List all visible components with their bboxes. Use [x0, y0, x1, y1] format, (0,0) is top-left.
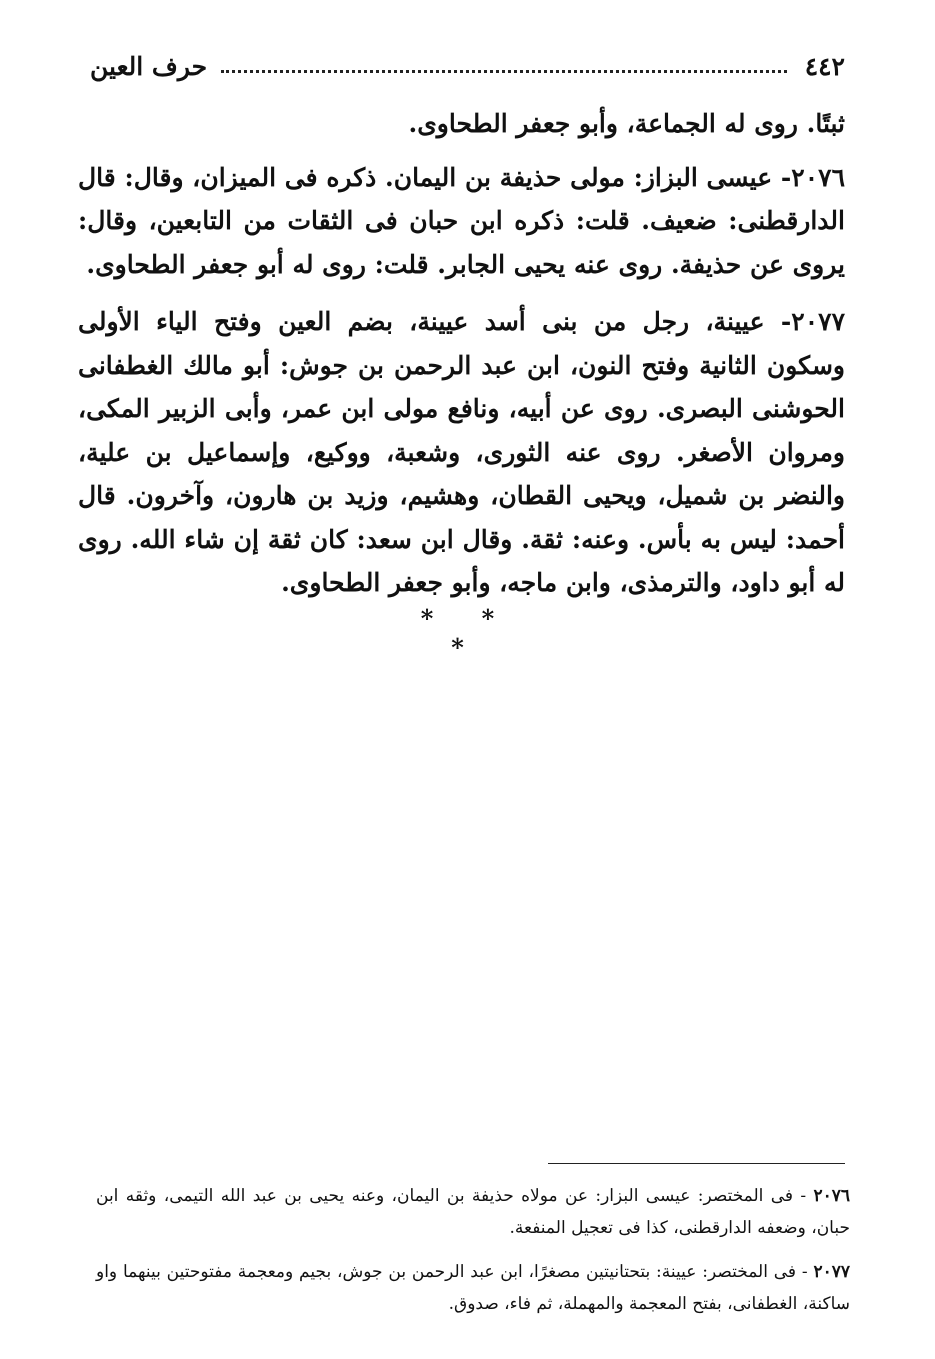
running-header — [90, 44, 845, 88]
footnote-2077 — [96, 1256, 850, 1320]
footnote-text: - فى المختصر: عيينة: بتحتانيتين مصغرًا، ابن عبد الرحمن بن جوش، بجيم ومعجمة مفتوحتين بينهما واو ساكنة، الغطفانى، بفتح المعجمة والمهملة، ثم فاء، صدوق. — [96, 1262, 850, 1314]
footnotes — [96, 1180, 850, 1332]
page-number: ٤٤٢ — [804, 51, 845, 81]
footnote-number: ٢٠٧٧ — [813, 1262, 850, 1282]
footnote-text: - فى المختصر: عيسى البزار: عن مولاه حذيفة بن اليمان، وعنه يحيى بن عبد الله التيمى، وثقه ابن حبان، وضعفه الدارقطنى، كذا فى تعجيل المنفعة. — [96, 1186, 850, 1238]
section-title: حرف العين — [90, 51, 208, 81]
header-dotted-leader — [221, 70, 787, 73]
entry-2077: ٢٠٧٧- عيينة، رجل من بنى أسد عيينة، بضم العين وفتح الياء الأولى وسكون الثانية وفتح النون، ابن عبد الرحمن بن جوش: أبو مالك الغطفانى الحوشنى البصرى. روى عن أبيه، ونافع مولى ابن عمر، وأبى الزبير المكى، ومروان الأصغر. روى عنه الثورى، وشعبة، ووكيع، وإسماعيل بن علية، والنضر بن شميل، ويحيى القطان، وهشيم، وزيد بن هارون، وآخرون. قال أحمد: ليس به بأس. وعنه: ثقة. وقال ابن سعد: كان ثقة إن شاء الله. روى له أبو داود، والترمذى، وابن ماجه، وأبو جعفر الطحاوى. — [78, 307, 845, 597]
continuation-paragraph: ثبتًا. روى له الجماعة، وأبو جعفر الطحاوى. — [408, 109, 845, 138]
main-text — [78, 102, 845, 619]
footnote-rule — [548, 1163, 845, 1164]
section-separator-stars: * * * — [420, 604, 515, 662]
entry-2076: ٢٠٧٦- عيسى البزاز: مولى حذيفة بن اليمان. ذكره فى الميزان، وقال: قال الدارقطنى: ضعيف. قلت: ذكره ابن حبان فى الثقات من التابعين، وقال: يروى عن حذيفة. روى عنه يحيى الجابر. قلت: روى له أبو جعفر الطحاوى. — [78, 162, 845, 279]
footnote-number: ٢٠٧٦ — [813, 1186, 850, 1206]
footnote-2076 — [96, 1180, 850, 1244]
